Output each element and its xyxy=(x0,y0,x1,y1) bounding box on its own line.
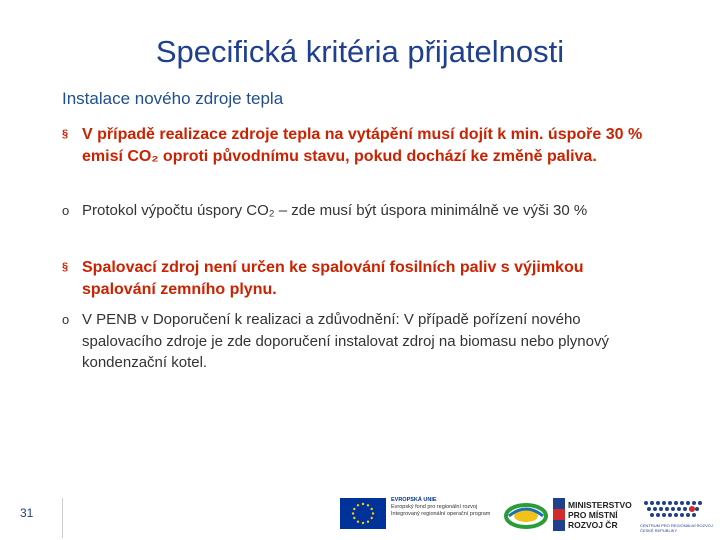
footer-divider xyxy=(62,498,63,538)
bullet-marker: § xyxy=(62,261,69,273)
cr-emblem-logo xyxy=(553,498,565,537)
mmr-logo-text xyxy=(568,500,632,530)
bullet-item xyxy=(62,257,652,300)
crr-line: CENTRUM PRO REGIONÁLNÍ ROZVOJ xyxy=(640,523,713,528)
sub-bullet-marker: o xyxy=(62,203,70,218)
eu-logo-text xyxy=(391,497,501,518)
page-number: 31 xyxy=(20,506,34,520)
crr-logo-text xyxy=(640,523,720,533)
iop-logo xyxy=(503,500,549,535)
slide-subtitle: Instalace nového zdroje tepla xyxy=(62,89,284,108)
sub-bullet-marker: o xyxy=(62,312,70,327)
mmr-line: MINISTERSTVO xyxy=(568,500,632,510)
eu-flag-logo xyxy=(340,498,386,529)
slide-title: Specifická kritéria přijatelnosti xyxy=(155,34,565,69)
mmr-line: ROZVOJ ČR xyxy=(568,520,618,530)
crr-logo xyxy=(640,497,710,526)
sub-bullet-text: V PENB v Doporučení k realizaci a zdůvodnění: V případě pořízení nového spalovacího zdroje je zde doporučení instalovat zdroj na biomasu nebo plynový kondenzační kotel. xyxy=(82,311,609,371)
bullet-marker: § xyxy=(62,128,69,140)
eu-line: Integrovaný regionální operační program xyxy=(391,511,491,517)
eu-line: Evropský fond pro regionální rozvoj xyxy=(391,504,478,510)
eu-line: EVROPSKÁ UNIE xyxy=(391,497,437,503)
mmr-line: PRO MÍSTNÍ xyxy=(568,510,618,520)
sub-bullet-text: Protokol výpočtu úspory CO₂ – zde musí být úspora minimálně ve výši 30 % xyxy=(82,202,588,219)
bullet-text: V případě realizace zdroje tepla na vytápění musí dojít k min. úspoře 30 % emisí CO₂ oproti původnímu stavu, pokud dochází ke změně paliva. xyxy=(82,126,643,165)
sub-bullet-item xyxy=(62,309,652,374)
bullet-item xyxy=(62,124,652,167)
sub-bullet-item xyxy=(62,200,652,222)
bullet-text: Spalovací zdroj není určen ke spalování fosilních paliv s výjimkou spalování zemního plynu. xyxy=(82,259,584,298)
crr-line: ČESKÉ REPUBLIKY xyxy=(640,528,678,533)
